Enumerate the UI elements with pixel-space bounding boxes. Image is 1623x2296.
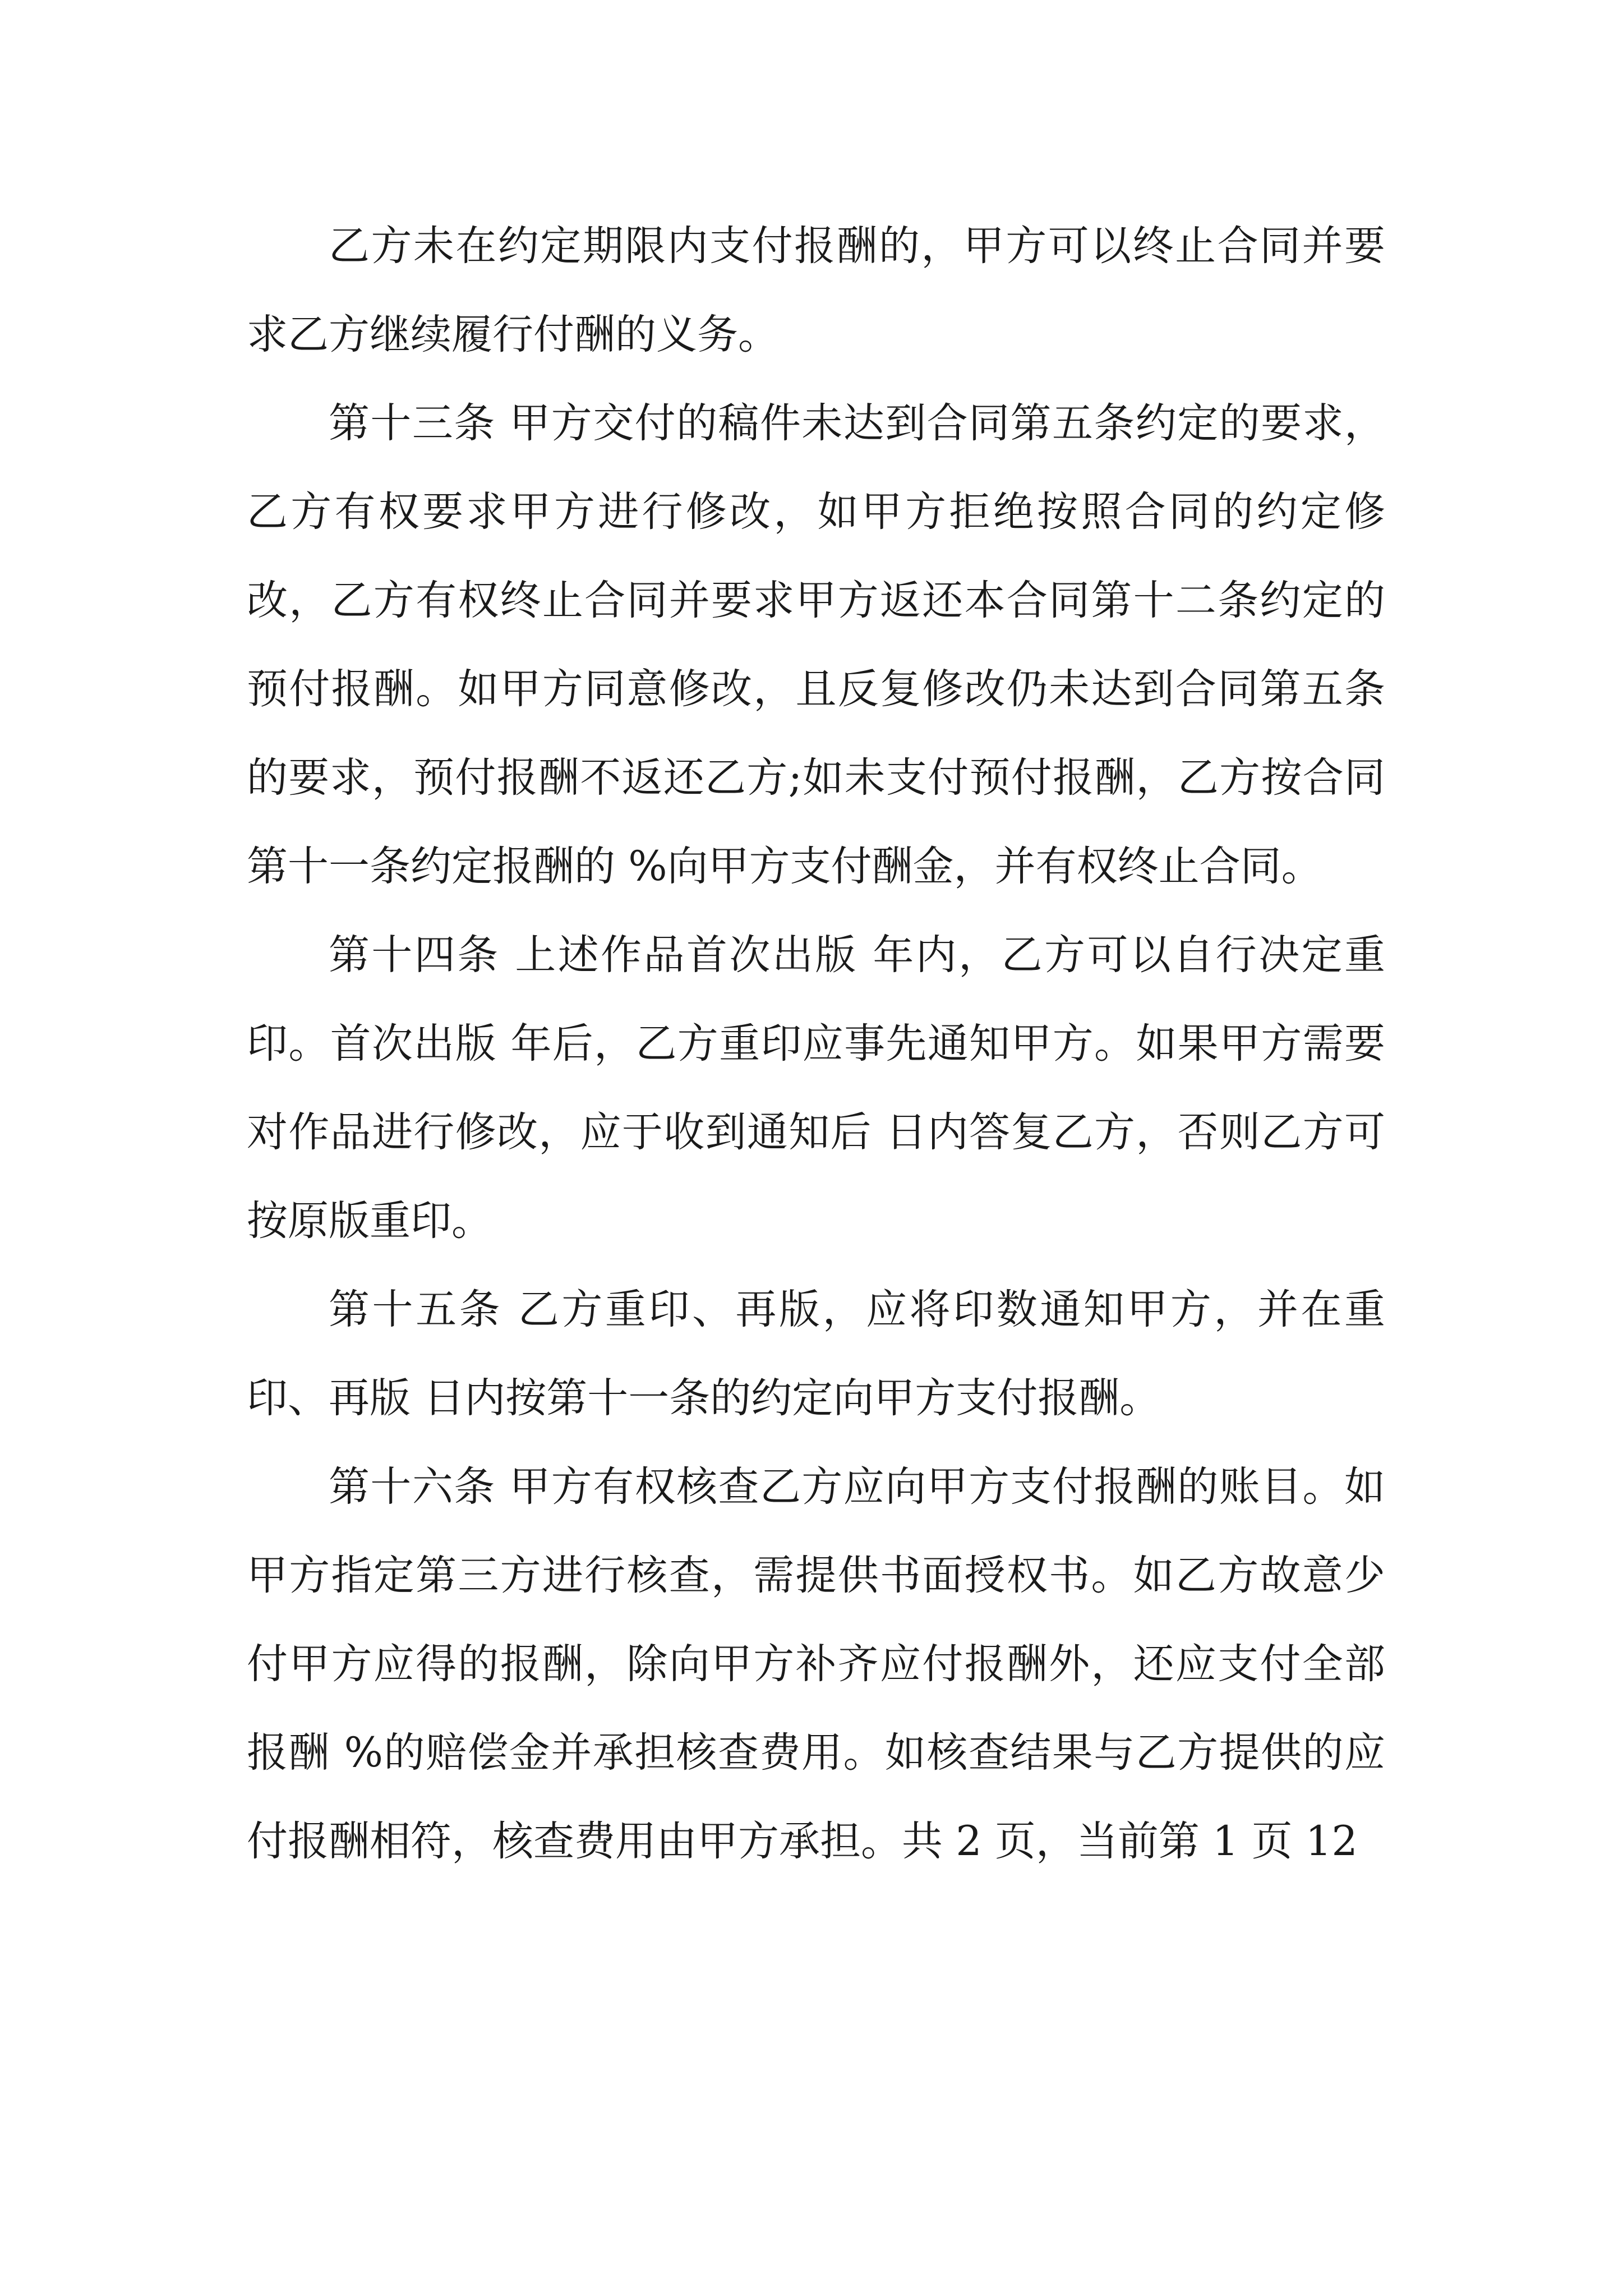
paragraph-article-15: 第十五条 乙方重印、再版，应将印数通知甲方，并在重印、再版 日内按第十一条的约定向甲方支付报酬。: [247, 1286, 1385, 1422]
paragraph-payment-termination: 乙方未在约定期限内支付报酬的，甲方可以终止合同并要求乙方继续履行付酬的义务。: [247, 222, 1385, 358]
document-body: [247, 202, 1385, 1886]
paragraph-article-13: 第十三条 甲方交付的稿件未达到合同第五条约定的要求，乙方有权要求甲方进行修改，如甲方拒绝按照合同的约定修改，乙方有权终止合同并要求甲方返还本合同第十二条约定的预付报酬。如甲方同意修改，且反复修改仍未达到合同第五条的要求，预付报酬不返还乙方;如未支付预付报酬，乙方按合同第十一条约定报酬的 %向甲方支付酬金，并有权终止合同。: [247, 399, 1385, 890]
paragraph-article-16: 第十六条 甲方有权核查乙方应向甲方支付报酬的账目。如甲方指定第三方进行核查，需提供书面授权书。如乙方故意少付甲方应得的报酬，除向甲方补齐应付报酬外，还应支付全部报酬 %的赔偿金并承担核查费用。如核查结果与乙方提供的应付报酬相符，核查费用由甲方承担。共 2 页，当前第 1 页 12: [247, 1463, 1385, 1865]
paragraph-article-14: 第十四条 上述作品首次出版 年内，乙方可以自行决定重印。首次出版 年后，乙方重印应事先通知甲方。如果甲方需要对作品进行修改，应于收到通知后 日内答复乙方，否则乙方可按原版重印。: [247, 931, 1385, 1245]
